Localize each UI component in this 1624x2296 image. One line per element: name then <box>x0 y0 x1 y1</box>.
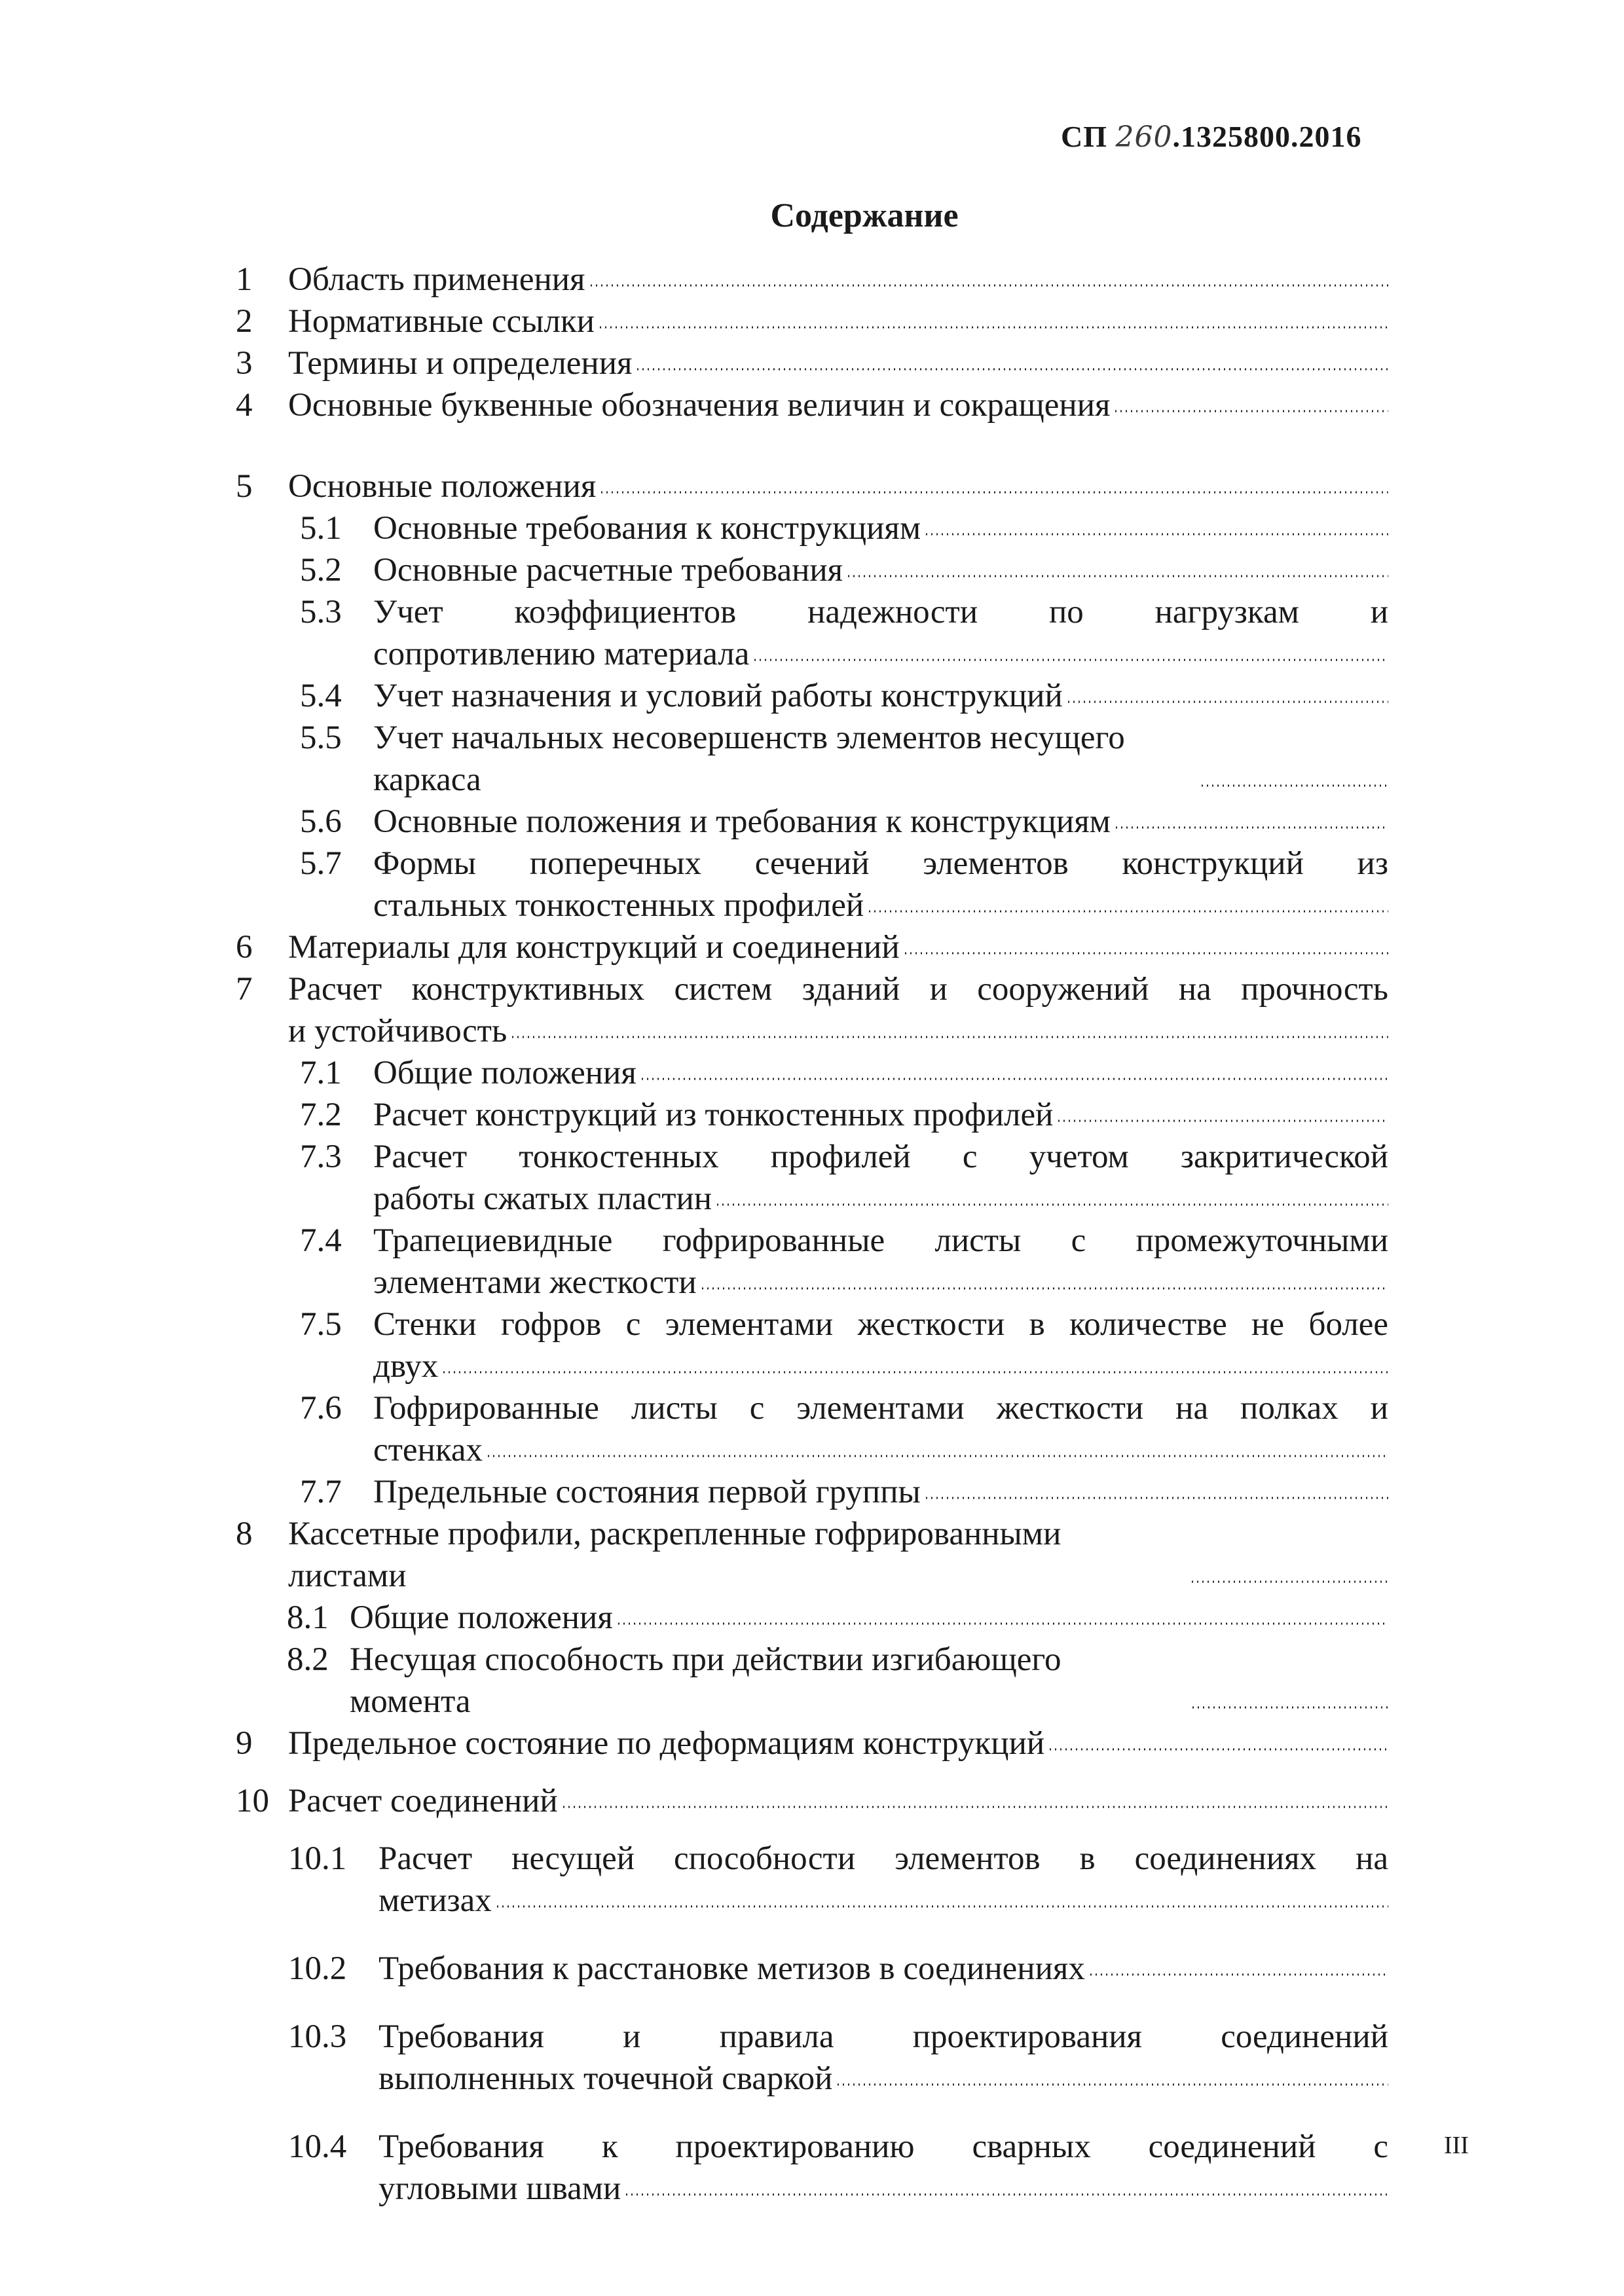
toc-entry-8: 8 Кассетные профили, раскрепленные гофрированными листами <box>236 1513 1388 1597</box>
dot-leader <box>838 2081 1388 2089</box>
toc-entry-8-2: 8.2 Несущая способность при действии изгибающего момента <box>236 1639 1388 1722</box>
document-code: СП 260.1325800.2016 <box>1061 120 1362 154</box>
dot-leader <box>618 1620 1388 1628</box>
dot-leader <box>848 573 1388 581</box>
page-title: Содержание <box>770 197 959 234</box>
dot-leader <box>626 2191 1388 2199</box>
toc-entry-5-3: 5.3 Учет коэффициентов надежности по нагрузкам и сопротивлению материала <box>300 594 1388 672</box>
toc-entry-10-4: 10.4 Требования к проектированию сварных соединений с угловыми швами <box>288 2128 1388 2207</box>
dot-leader <box>512 1034 1388 1042</box>
toc-entry-5-6: 5.6 Основные положения и требования к конструкциям <box>236 801 1388 843</box>
toc-entry-5: 5 Основные положения <box>236 465 1388 507</box>
toc-entry-5-7: 5.7 Формы поперечных сечений элементов конструкций из стальных тонкостенных профилей <box>300 845 1388 924</box>
dot-leader <box>926 531 1388 539</box>
dot-leader <box>591 282 1389 290</box>
table-of-contents <box>236 259 1388 2210</box>
dot-leader <box>488 1453 1388 1461</box>
dot-leader <box>1050 1746 1388 1754</box>
toc-entry-7-5: 7.5 Стенки гофров с элементами жесткости в количестве не более двух <box>300 1306 1388 1385</box>
dot-leader <box>497 1903 1388 1911</box>
toc-entry-3: 3 Термины и определения <box>236 342 1388 384</box>
dot-leader <box>443 1369 1388 1377</box>
dot-leader <box>717 1201 1388 1209</box>
toc-entry-7-7: 7.7 Предельные состояния первой группы <box>236 1471 1388 1513</box>
dot-leader <box>563 1804 1388 1812</box>
dot-leader <box>754 657 1388 665</box>
dot-leader <box>869 908 1388 916</box>
toc-entry-5-4: 5.4 Учет назначения и условий работы конструкций <box>236 675 1388 717</box>
dot-leader <box>1068 699 1388 706</box>
dot-leader <box>642 1076 1388 1084</box>
toc-entry-6: 6 Материалы для конструкций и соединений <box>236 926 1388 968</box>
toc-entry-1: 1 Область применения <box>236 259 1388 301</box>
toc-entry-4: 4 Основные буквенные обозначения величин и сокращения <box>236 384 1388 426</box>
toc-entry-5-1: 5.1 Основные требования к конструкциям <box>236 507 1388 549</box>
toc-entry-7-1: 7.1 Общие положения <box>236 1052 1388 1094</box>
dot-leader <box>926 1495 1388 1503</box>
toc-entry-7-3: 7.3 Расчет тонкостенных профилей с учетом закритической работы сжатых пластин <box>300 1139 1388 1217</box>
page-number: III <box>1444 2132 1469 2159</box>
dot-leader <box>1192 1578 1388 1586</box>
dot-leader <box>1058 1118 1388 1125</box>
dot-leader <box>600 324 1388 332</box>
toc-entry-5-5: 5.5 Учет начальных несовершенств элементов несущего каркаса <box>236 717 1388 801</box>
toc-entry-8-1: 8.1 Общие положения <box>236 1597 1388 1639</box>
toc-entry-10: 10 Расчет соединений <box>236 1780 1388 1822</box>
toc-entry-10-1: 10.1 Расчет несущей способности элементов в соединениях на метизах <box>288 1840 1388 1919</box>
handwritten-number: 260 <box>1115 120 1173 154</box>
toc-entry-9: 9 Предельное состояние по деформациям конструкций <box>236 1722 1388 1764</box>
dot-leader <box>601 489 1388 497</box>
dot-leader <box>702 1285 1388 1293</box>
toc-entry-2: 2 Нормативные ссылки <box>236 301 1388 342</box>
toc-entry-7-6: 7.6 Гофрированные листы с элементами жесткости на полках и стенках <box>300 1390 1388 1468</box>
dot-leader <box>1202 782 1388 790</box>
dot-leader <box>905 950 1388 958</box>
dot-leader <box>1116 824 1388 832</box>
toc-entry-5-2: 5.2 Основные расчетные требования <box>236 549 1388 591</box>
toc-entry-7: 7 Расчет конструктивных систем зданий и сооружений на прочность и устойчивость <box>236 971 1388 1049</box>
dot-leader <box>1115 408 1388 416</box>
dot-leader <box>637 366 1388 374</box>
toc-entry-7-2: 7.2 Расчет конструкций из тонкостенных профилей <box>236 1094 1388 1136</box>
toc-entry-10-2: 10.2 Требования к расстановке метизов в соединениях <box>236 1948 1388 1990</box>
dot-leader <box>1192 1704 1388 1712</box>
toc-entry-10-3: 10.3 Требования и правила проектирования соединений выполненных точечной сваркой <box>288 2018 1388 2097</box>
toc-entry-7-4: 7.4 Трапециевидные гофрированные листы с промежуточными элементами жесткости <box>300 1222 1388 1301</box>
dot-leader <box>1090 1971 1388 1979</box>
